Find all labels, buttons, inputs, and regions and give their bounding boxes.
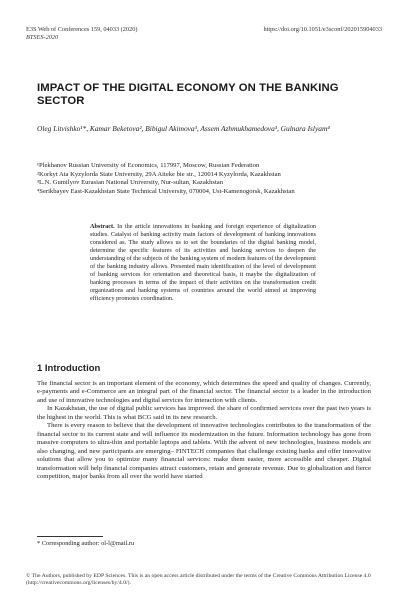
copyright-notice: © The Authors, published by EDP Sciences. This is an open access article distributed under the terms of the Creative Commons Attribution License 4.0 (http://creativecommons.org/licenses/by/4.0/).	[26, 573, 371, 587]
corresponding-author-footnote: * Corresponding author: ol-l@mail.ru	[37, 540, 135, 547]
paper-title: IMPACT OF THE DIGITAL ECONOMY ON THE BANKING SECTOR	[37, 82, 339, 107]
paragraph: There is every reason to believe that the development of innovative technologies contributes to the transformation of the financial sector to its current state and will influence its modernization in the future. Information technology has gone from massive computers to ultra-thin and portable laptops and tablets. With the advent of new technologies, business models are also changing, and new participants are emerging– FINTECH companies that challenge existing banks and offer innovative solutions that allow you to optimize many financial services: make them easier, more accessible and cheaper. Digital transformation will help financial companies attract customers, retain and generate revenue. Due to globalization and fierce competition, major banks from all over the world have started	[37, 422, 371, 480]
journal-citation: E3S Web of Conferences 159, 04033 (2020)	[26, 26, 138, 33]
affiliation-4: ⁴Serikbayev East-Kazakhstan State Technical University, 070004, Ust-Kamenogorsk, Kazakhstan	[37, 187, 295, 195]
affiliation-3: ³L.N. Gumilyov Eurasian National University, Nur-sultan, Kazakhstan	[37, 179, 223, 187]
conference-name: BTSES-2020	[26, 34, 59, 41]
abstract-text: In the article innovations in banking and foreign experience of digitalization studies. Catalyst of banking activity main factors of development of banking innovations considered as. The study allows us to set the boundaries of the digital banking model, determine the specific features of its activities and banking services to deepen the understanding of the subjects of the banking system of modern features of the development of the banking industry allows. Presented main identification of the level of development of banking services for orientation and theoretical basis, it maybe the digitalization of banking processes in terms of the impact of their activities on the transformation credit organizations and banking systems of countries around the world aimed at improving efficiency promotes coordination.	[90, 223, 317, 302]
body-text	[37, 380, 371, 481]
author-list: Oleg Litvishko¹*, Kamar Beketova², Bibigul Akimova³, Assem Azhmukhamedova³, Gulnara Islyam⁴	[37, 124, 330, 133]
paragraph: In Kazakhstan, the use of digital public services has improved. the share of confirmed services over the past two years is the highest in the world. This is what BCG said in its new research.	[37, 405, 371, 421]
paragraph: The financial sector is an important element of the economy, which determines the speed and quality of changes. Currently, e-payments and e-Commerce are an integral part of the financial sector. The financial sector is a leader in the introduction and use of innovative technologies and digital services for interaction with clients.	[37, 380, 371, 404]
footnote-divider	[37, 536, 103, 537]
abstract	[90, 223, 316, 303]
affiliation-2: ²Korkyt Ata Kyzylorda State University, 29A Aiteke bie str., 120014 Kyzylorda, Kazakhstan	[37, 170, 281, 178]
abstract-label: Abstract.	[90, 223, 115, 230]
running-header	[26, 26, 382, 42]
doi-link[interactable]: https://doi.org/10.1051/e3sconf/202015904033	[263, 26, 382, 33]
section-heading: 1 Introduction	[37, 363, 101, 374]
affiliations	[37, 162, 371, 196]
affiliation-1: ¹Plekhanov Russian University of Economics, 117997, Moscow, Russian Federation	[37, 162, 260, 169]
